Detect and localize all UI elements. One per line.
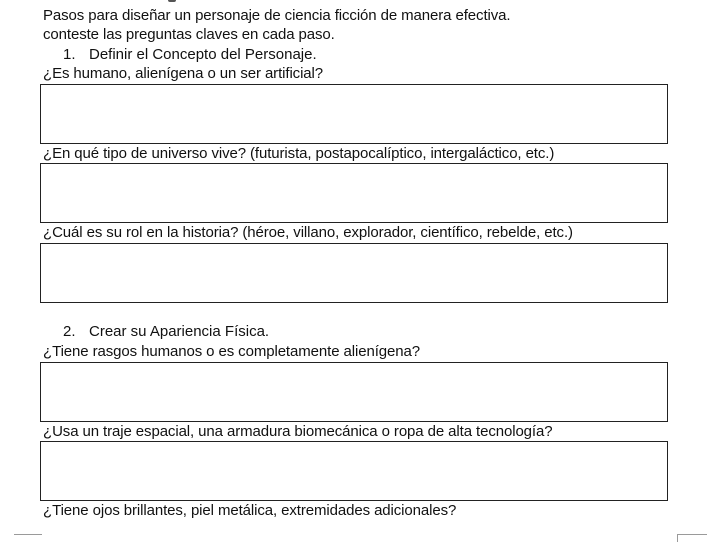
question-2-1: ¿Tiene rasgos humanos o es completamente alienígena? [43,343,420,360]
page-corner-mark-left [14,534,42,535]
question-1-2: ¿En qué tipo de universo vive? (futurista, postapocalíptico, intergaláctico, etc.) [43,145,555,162]
answer-box-1-3[interactable] [40,243,668,303]
question-2-3: ¿Tiene ojos brillantes, piel metálica, extremidades adicionales? [43,502,457,519]
question-2-2: ¿Usa un traje espacial, una armadura biomecánica o ropa de alta tecnología? [43,423,553,440]
step-2-heading [63,323,269,341]
answer-box-2-1[interactable] [40,362,668,422]
cropped-text-fragment [168,0,176,2]
intro-line-1: Pasos para diseñar un personaje de ciencia ficción de manera efectiva. [43,7,511,24]
answer-box-2-2[interactable] [40,441,668,501]
intro-line-2: conteste las preguntas claves en cada paso. [43,26,335,43]
page-corner-mark-right [677,534,707,535]
step-1-title: Definir el Concepto del Personaje. [89,46,317,63]
step-1-heading [63,46,317,64]
answer-box-1-1[interactable] [40,84,668,144]
question-1-3: ¿Cuál es su rol en la historia? (héroe, villano, explorador, científico, rebelde, etc.) [43,224,573,241]
answer-box-1-2[interactable] [40,163,668,223]
step-2-title: Crear su Apariencia Física. [89,323,270,340]
page-corner-tick-right [677,534,678,542]
step-2-number: 2. [63,323,76,340]
question-1-1: ¿Es humano, alienígena o un ser artificial? [43,65,324,82]
step-1-number: 1. [63,46,76,63]
